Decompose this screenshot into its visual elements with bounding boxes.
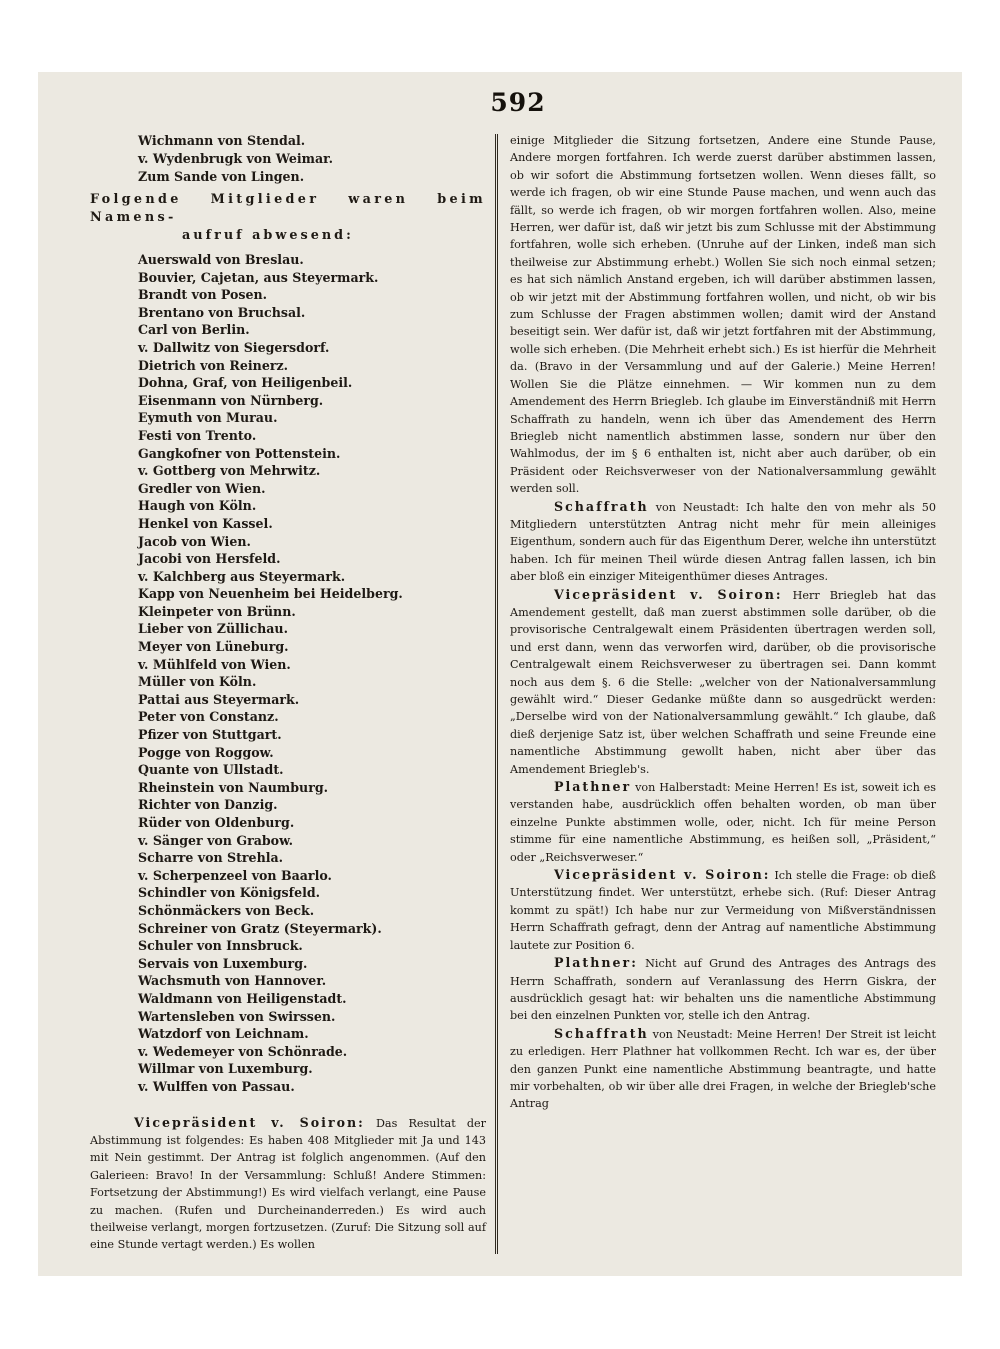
speaker-name: Vicepräsident v. Soiron: [554,867,771,883]
speaker-name: Schaffrath [554,498,649,514]
list-item: Auerswald von Breslau. [138,252,304,267]
list-item: Schindler von Königsfeld. [138,885,321,901]
list-item: Quante von Ullstadt. [138,762,284,778]
voter-list-continued [90,132,486,186]
absent-members-list [90,251,486,1096]
list-item: Lieber von Züllichau. [138,621,288,637]
list-item: Bouvier, Cajetan, aus Steyermark. [138,269,379,285]
paragraph-text: von Neustadt: Ich halte den von mehr als 50 Mitgliedern unterstützten Antrag nicht mehr für mein alleiniges Eigenthum, sondern auch für das Eigenthum Derer, welche ihn unterstützt haben. Ich für meinen Theil würde diesen Antrag fallen lassen, ich bin aber bloß ein einziger Miteigenthümer dieses Antrages. [510,500,936,584]
speaker-name: Schaffrath [554,1025,649,1041]
paragraph-vice-president-2 [510,866,936,954]
list-item: v. Wydenbrugk von Weimar. [138,151,334,166]
list-item: v. Sänger von Grabow. [138,832,294,848]
paragraph-text: von Halberstadt: Meine Herren! Es ist, soweit ich es verstanden habe, ausdrücklich offen behalten worden, ob man über einzelne Punkte abstimmen wolle, oder, nicht. Ich für meine Person stimme für eine namentliche Abstimmung, es heißen soll, „Präsident,“ oder „Reichsverweser.“ [510,781,936,864]
list-item: Pfizer von Stuttgart. [138,727,282,743]
list-item: Dohna, Graf, von Heiligenbeil. [138,375,353,391]
list-item: Pogge von Roggow. [138,744,274,760]
list-item: v. Scherpenzeel von Baarlo. [138,867,332,883]
page-number: 592 [490,88,546,117]
list-item: v. Kalchberg aus Steyermark. [138,568,346,584]
list-item: Willmar von Luxemburg. [138,1061,313,1077]
list-item: Wachsmuth von Hannover. [138,973,327,989]
vice-president-result-paragraph [90,1114,486,1254]
list-item: v. Dallwitz von Siegersdorf. [138,339,330,355]
column-divider [495,134,498,1254]
speaker-name: Plathner [554,779,632,795]
list-item: Brentano von Bruchsal. [138,304,306,320]
list-item: Gredler von Wien. [138,480,266,496]
list-item: Schuler von Innsbruck. [138,938,303,954]
speaker-name: Vicepräsident v. Soiron: [134,1114,365,1130]
list-item: Scharre von Strehla. [138,850,284,866]
absent-heading [90,191,486,245]
list-item: Eymuth von Murau. [138,410,278,426]
list-item: v. Gottberg von Mehrwitz. [138,463,321,479]
list-item: Müller von Köln. [138,674,257,690]
absent-heading-line-1: Folgende Mitglieder waren beim Namens- [90,192,486,225]
list-item: Carl von Berlin. [138,322,250,338]
list-item: Watzdorf von Leichnam. [138,1026,309,1042]
list-item: Eisenmann von Nürnberg. [138,392,324,408]
paragraph-vice-president [510,586,936,778]
list-item: Gangkofner von Pottenstein. [138,445,341,461]
speaker-name: Plathner: [554,955,638,971]
list-item: v. Wedemeyer von Schönrade. [138,1043,348,1059]
list-item: Jacobi von Hersfeld. [138,551,281,567]
list-item: v. Wulffen von Passau. [138,1078,295,1094]
list-item: Henkel von Kassel. [138,515,273,531]
list-item: Schönmäckers von Beck. [138,902,315,918]
list-item: Kleinpeter von Brünn. [138,603,296,619]
paragraph-text: von Neustadt: Meine Herren! Der Streit ist leicht zu erledigen. Herr Plathner hat vollkommen Recht. Ich war es, der über den ganzen Punkt eine namentliche Abstimmung beantragte, und hatte mir vorbehalten, ob wir über alle drei Fragen, in welche der Briegleb'sche Antrag [510,1027,936,1111]
speaker-name: Vicepräsident v. Soiron: [554,586,783,602]
paragraph-plathner-2 [510,954,936,1025]
paragraph-schaffrath-2 [510,1025,936,1113]
list-item: Schreiner von Gratz (Steyermark). [138,920,382,936]
list-item: Dietrich von Reinerz. [138,357,289,373]
list-item: Zum Sande von Lingen. [138,169,305,184]
document-page [38,72,962,1276]
paragraph-text: Ich stelle die Frage: ob dieß Unterstützung findet. Wer unterstützt, erhebe sich. (Ruf: Dieser Antrag kommt zu spät!) Ich habe nur zur Vermeidung von Mißverständnissen Herrn Schaffrath gefragt, denn der Antrag auf namentliche Abstimmung lautete zur Position 6. [510,869,936,952]
paragraph-plathner [510,778,936,866]
list-item: Kapp von Neuenheim bei Heidelberg. [138,586,403,602]
list-item: Rüder von Oldenburg. [138,815,295,830]
list-item: Peter von Constanz. [138,709,279,725]
list-item: Brandt von Posen. [138,287,268,303]
list-item: Rheinstein von Naumburg. [138,779,329,795]
list-item: Servais von Luxemburg. [138,955,308,971]
list-item: Wichmann von Stendal. [138,133,306,148]
paragraph-continued: einige Mitglieder die Sitzung fortsetzen, Andere eine Stunde Pause, Andere morgen fortfahren. Ich werde zuerst darüber abstimmen lassen, ob wir sofort die Abstimmung fortsetzen wollen. Wenn dieses fällt, so werde ich fragen, ob wir eine Stunde Pause machen, und wenn auch das fällt, so werde ich fragen, ob wir morgen fortfahren wollen. Also, meine Herren, wer dafür ist, daß wir jetzt bis zum Schlusse mit der Abstimmung fortfahren, wolle sich erheben. (Unruhe auf der Linken, indeß man sich theilweise zur Abstimmung erhebt.) Wollen Sie sich noch einmal setzen; es hat sich nämlich Anstand ergeben, ich will darüber abstimmen lassen, ob wir jetzt mit der Abstimmung fortfahren wollen, und nicht, ob wir bis zum Schlusse der Fragen abstimmen wollen; damit wird der Anstand beseitigt sein. Wer dafür ist, daß wir jetzt fortfahren mit der Abstimmung, wolle sich erheben. (Die Mehrheit erhebt sich.) Es ist hierfür die Mehrheit da. (Bravo in der Versammlung und auf der Galerie.) Meine Herren! Wollen Sie die Plätze einnehmen. — Wir kommen nun zu dem Amendement des Herrn Briegleb. Ich glaube im Einverständniß mit Herrn Schaffrath zu handeln, wenn ich über das Amendement des Herrn Briegleb nicht namentlich abstimmen lasse, sondern nur über den Wahlmodus, der im § 6 enthalten ist, nicht aber auch darüber, ob ein Präsident oder Reichsverweser von der Nationalversammlung gewählt werden soll. [510,134,936,496]
list-item: Waldmann von Heiligenstadt. [138,990,347,1006]
list-item: Jacob von Wien. [138,533,251,549]
list-item: Meyer von Lüneburg. [138,639,289,655]
list-item: v. Mühlfeld von Wien. [138,656,291,672]
list-item: Pattai aus Steyermark. [138,691,300,707]
list-item: Wartensleben von Swirssen. [138,1008,336,1024]
paragraph-text: Herr Briegleb hat das Amendement gestellt, daß man zuerst abstimmen solle darüber, ob die provisorische Centralgewalt einem Präsidenten übertragen werden soll, und erst dann, wenn das verworfen wird, darüber, ob die provisorische Centralgewalt einem Reichsverweser zu übertragen sei. Dann kommt noch aus dem §. 6 die Stelle: „welcher von der Nationalversammlung gewählt wird.“ Dieser Gedanke müßte dann so ausgedrückt werden: „Derselbe wird von der Nationalversammlung gewählt.“ Ich glaube, daß dieß derjenige Satz ist, über welchen Schaffrath und seine Freunde eine namentliche Abstimmung gewollt haben, nicht aber über das Amendement Briegleb's. [510,588,936,776]
list-item: Haugh von Köln. [138,498,257,514]
left-column [90,132,486,1254]
paragraph-schaffrath [510,498,936,586]
absent-heading-line-2: aufruf abwesend: [182,228,354,243]
list-item: Festi von Trento. [138,427,257,443]
paragraph-text: Das Resultat der Abstimmung ist folgendes: Es haben 408 Mitglieder mit Ja und 143 mit Nein gestimmt. Der Antrag ist folglich angenommen. (Auf den Galerieen: Bravo! In der Versammlung: Schluß! Andere Stimmen: Fortsetzung der Abstimmung!) Es wird vielfach verlangt, eine Pause zu machen. (Rufen und Durcheinanderreden.) Es wird auch theilweise verlangt, morgen fortzusetzen. (Zuruf: Die Sitzung soll auf eine Stunde vertagt werden.) Es wollen [90,1116,486,1252]
list-item: Richter von Danzig. [138,797,278,813]
right-column [510,132,936,1113]
paragraph-text: Nicht auf Grund des Antrages des Antrags des Herrn Schaffrath, sondern auf Veranlassung des Herrn Giskra, der ausdrücklich gesagt hat: wir behalten uns die namentliche Abstimmung bei den einzelnen Punkten vor, stelle ich den Antrag. [510,957,936,1023]
